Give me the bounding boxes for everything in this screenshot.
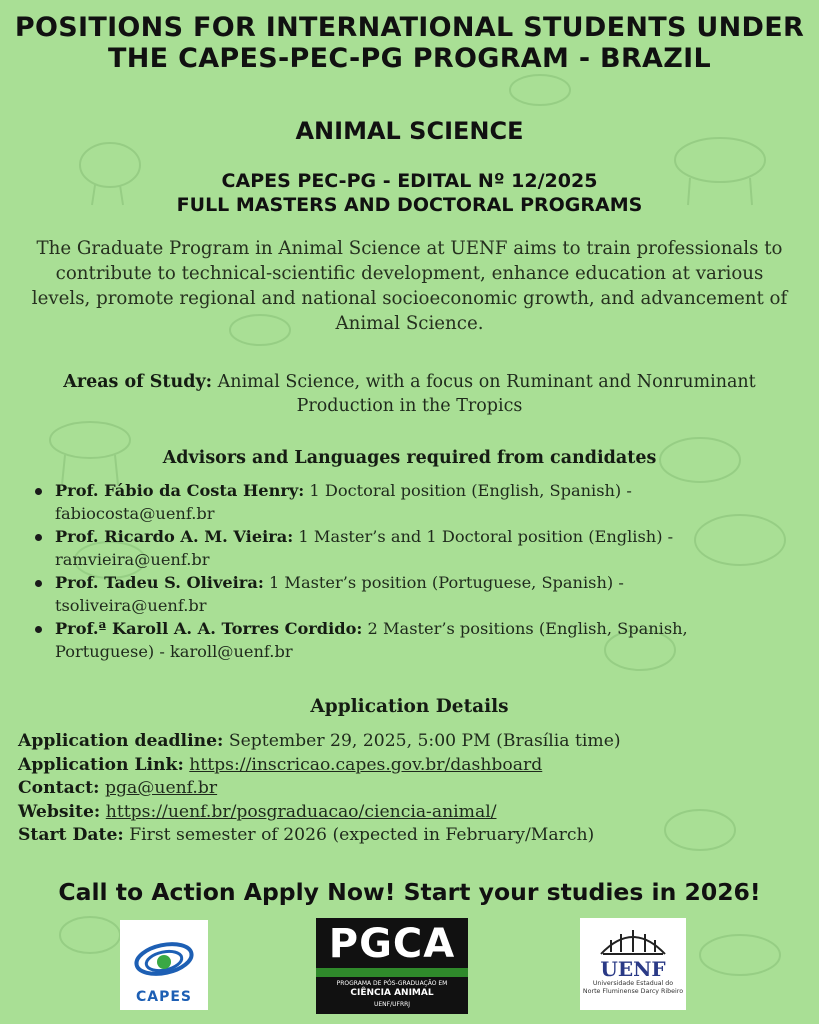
areas-of-study — [20, 370, 799, 418]
edital-heading — [0, 169, 819, 217]
uenf-name-line-1: Universidade Estadual do — [592, 980, 674, 987]
areas-label: Areas of Study: — [63, 372, 213, 392]
application-link-label: Application Link: — [18, 754, 184, 775]
advisor-details: 1 Doctoral position (English, Spanish) - fabiocosta@uenf.br — [55, 481, 632, 523]
capes-emblem-icon — [132, 931, 196, 989]
uenf-name-line-2: Norte Fluminense Darcy Ribeiro — [582, 987, 684, 995]
application-link-row — [18, 754, 808, 778]
pgca-grass-band — [316, 968, 468, 977]
intro-paragraph: The Graduate Program in Animal Science at UENF aims to train professionals to contribute to technical-scientific development, enhance education at various levels, promote regional and national socioeconomic growth, and advancement of Animal Science. — [31, 238, 788, 334]
start-date-value: First semester of 2026 (expected in February/March) — [123, 825, 595, 845]
deadline-value: September 29, 2025, 5:00 PM (Brasília time) — [223, 731, 621, 751]
pgca-program-line: PROGRAMA DE PÓS-GRADUAÇÃO EM — [336, 980, 448, 987]
edital-line-2: FULL MASTERS AND DOCTORAL PROGRAMS — [176, 194, 643, 216]
website-link[interactable]: https://uenf.br/posgraduacao/ciencia-animal/ — [105, 801, 497, 822]
pgca-institutions: UENF/UFRRJ — [373, 1001, 411, 1008]
deadline-label: Application deadline: — [18, 731, 224, 751]
advisor-item — [32, 617, 772, 663]
page-title: POSITIONS FOR INTERNATIONAL STUDENTS UNDER THE CAPES-PEC-PG PROGRAM - BRAZIL — [14, 12, 805, 74]
website-label: Website: — [18, 801, 101, 822]
start-date-label: Start Date: — [18, 825, 124, 845]
advisor-details: 2 Master’s positions (English, Spanish, Portuguese) - karoll@uenf.br — [55, 619, 688, 661]
uenf-logo-text: UENF — [600, 957, 666, 981]
pgca-logo — [316, 918, 468, 1014]
contact-row — [18, 777, 808, 801]
contact-label: Contact: — [18, 778, 100, 798]
advisor-name: Prof. Ricardo A. M. Vieira: — [55, 527, 294, 546]
application-details — [18, 730, 808, 848]
advisor-item — [32, 479, 772, 525]
advisors-list — [32, 479, 772, 663]
advisor-name: Prof. Fábio da Costa Henry: — [55, 481, 305, 500]
application-link[interactable]: https://inscricao.capes.gov.br/dashboard — [189, 754, 543, 775]
uenf-logo — [580, 918, 686, 1010]
deadline-row — [18, 730, 808, 754]
advisor-name: Prof. Tadeu S. Oliveira: — [55, 573, 264, 592]
advisor-details: 1 Master’s position (Portuguese, Spanish) - tsoliveira@uenf.br — [55, 573, 624, 615]
advisor-details: 1 Master’s and 1 Doctoral position (English) - ramvieira@uenf.br — [55, 527, 674, 569]
advisors-heading: Advisors and Languages required from candidates — [162, 448, 657, 468]
advisor-item — [32, 571, 772, 617]
contact-email-link[interactable]: pga@uenf.br — [104, 778, 218, 798]
edital-line-1: CAPES PEC-PG - EDITAL Nº 12/2025 — [221, 170, 598, 192]
pgca-program-name: CIÊNCIA ANIMAL — [350, 988, 434, 998]
capes-logo-text: CAPES — [135, 989, 193, 1005]
application-heading: Application Details — [310, 696, 509, 717]
uenf-emblem-icon — [593, 918, 673, 958]
start-date-row — [18, 824, 808, 848]
areas-text: Animal Science, with a focus on Ruminant and Nonruminant Production in the Tropics — [212, 372, 756, 416]
website-row — [18, 801, 808, 825]
pgca-logo-letters: PGCA — [328, 921, 456, 967]
capes-logo — [120, 920, 208, 1010]
call-to-action: Call to Action Apply Now! Start your studies in 2026! — [58, 878, 761, 906]
advisor-name: Prof.ª Karoll A. A. Torres Cordido: — [55, 619, 363, 638]
program-subtitle: ANIMAL SCIENCE — [295, 117, 524, 145]
advisor-item — [32, 525, 772, 571]
